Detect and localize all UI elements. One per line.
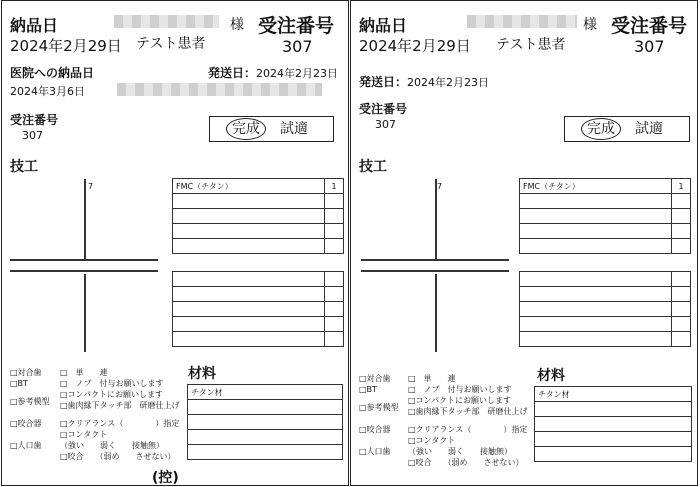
option-compact: □コンパクトにお願いします xyxy=(408,396,511,405)
option-contact-strength: （強い 弱く 接触無） xyxy=(408,447,512,456)
option-single-linked: □ 単 連 xyxy=(408,374,456,383)
order-number: 307 xyxy=(282,37,313,56)
redacted-clinic-name xyxy=(467,15,577,28)
table-row xyxy=(520,239,691,254)
materials-label: 材料 xyxy=(537,368,565,384)
tooth-chart-vertical-lower xyxy=(84,274,86,352)
delivery-slip-copy xyxy=(1,0,349,486)
option-knob: □ ノブ 付与お願いします xyxy=(408,385,512,394)
order-number: 307 xyxy=(634,37,665,56)
option-opposing: □対合歯 xyxy=(10,368,42,377)
option-opposing: □対合歯 xyxy=(359,374,391,383)
option-clearance: □クリアランス（ ）指定 xyxy=(408,425,528,434)
order-number-label: 受注番号 xyxy=(611,15,688,37)
shipping-date: 2024年2月23日 xyxy=(256,67,338,80)
table-row xyxy=(173,317,344,332)
option-subgingival: □歯肉縁下タッチ部 研磨仕上げ xyxy=(60,401,180,410)
option-clearance: □クリアランス（ ）指定 xyxy=(60,419,180,428)
status-trial: 試適 xyxy=(280,121,308,137)
options-col2 xyxy=(60,367,180,462)
table-row xyxy=(520,209,691,224)
option-single-linked: □ 単 連 xyxy=(60,368,108,377)
order-number-label-2: 受注番号 xyxy=(10,113,59,127)
option-articulator: □咬合器 xyxy=(10,419,42,428)
option-compact: □コンパクトにお願いします xyxy=(60,390,163,399)
table-row xyxy=(173,209,344,224)
status-complete-circled: 完成 xyxy=(226,118,266,140)
tooth-chart-vertical-upper xyxy=(84,179,86,259)
material-item: チタン材 xyxy=(535,387,692,402)
table-row xyxy=(520,194,691,209)
work-table-upper xyxy=(519,178,691,254)
order-number-label: 受注番号 xyxy=(258,15,335,37)
tooth-chart-horizontal-upper xyxy=(361,259,509,261)
tooth-number: 7 xyxy=(437,182,443,191)
honorific: 様 xyxy=(230,17,244,33)
work-qty: 1 xyxy=(325,179,344,194)
table-row xyxy=(188,445,343,460)
shipping-date-label: 発送日： xyxy=(208,66,257,80)
table-row xyxy=(188,400,343,415)
work-table-upper xyxy=(172,178,344,254)
clinic-delivery-date: 2024年3月6日 xyxy=(10,85,85,98)
redacted-field xyxy=(117,83,322,96)
status-trial: 試適 xyxy=(635,121,663,137)
option-reference-model: □参考模型 xyxy=(10,397,50,406)
material-item: チタン材 xyxy=(188,385,343,400)
tooth-chart-vertical-lower xyxy=(435,274,437,352)
option-occlusion: □咬合 （弱め させない） xyxy=(408,458,524,467)
work-table-lower xyxy=(172,271,344,347)
table-row xyxy=(535,447,692,462)
technician-label: 技工 xyxy=(10,159,38,175)
table-row xyxy=(520,302,691,317)
table-row xyxy=(173,239,344,254)
materials-label: 材料 xyxy=(188,366,216,382)
order-number-2: 307 xyxy=(375,118,396,131)
tooth-chart-horizontal-upper xyxy=(10,259,158,261)
table-row xyxy=(173,287,344,302)
tooth-number: 7 xyxy=(88,182,94,191)
table-row xyxy=(173,179,344,194)
tooth-chart-horizontal-lower xyxy=(10,270,158,272)
options-col2 xyxy=(408,373,528,468)
option-artificial-tooth: □人口歯 xyxy=(10,441,42,450)
honorific: 様 xyxy=(583,17,597,33)
table-row xyxy=(188,385,343,400)
clinic-delivery-label: 医院への納品日 xyxy=(10,66,95,80)
work-qty: 1 xyxy=(672,179,691,194)
table-row xyxy=(535,432,692,447)
status-complete-circled: 完成 xyxy=(581,118,621,140)
table-row xyxy=(520,224,691,239)
option-bt: □BT xyxy=(359,385,377,394)
materials-table xyxy=(187,384,343,460)
option-reference-model: □参考模型 xyxy=(359,403,399,412)
option-artificial-tooth: □人口歯 xyxy=(359,447,391,456)
order-number-label-2: 受注番号 xyxy=(359,102,408,116)
table-row xyxy=(535,387,692,402)
patient-name: テスト患者 xyxy=(496,37,566,53)
delivery-date-label: 納品日 xyxy=(359,16,408,35)
table-row xyxy=(520,287,691,302)
table-row xyxy=(173,224,344,239)
table-row xyxy=(520,272,691,287)
table-row xyxy=(520,317,691,332)
delivery-date: 2024年2月29日 xyxy=(359,37,471,55)
option-contact: □コンタクト xyxy=(60,430,108,439)
table-row xyxy=(173,302,344,317)
shipping-date: 2024年2月23日 xyxy=(407,76,489,89)
redacted-clinic-name xyxy=(114,15,219,28)
option-articulator: □咬合器 xyxy=(359,425,391,434)
delivery-date: 2024年2月29日 xyxy=(10,37,122,55)
table-row xyxy=(173,332,344,347)
option-contact: □コンタクト xyxy=(408,436,456,445)
shipping-date-label: 発送日： xyxy=(359,75,408,89)
copy-mark: (控) xyxy=(152,470,179,486)
option-bt: □BT xyxy=(10,379,28,388)
materials-table xyxy=(534,386,692,462)
tooth-chart-horizontal-lower xyxy=(361,270,509,272)
options-col1 xyxy=(10,367,50,451)
table-row xyxy=(173,194,344,209)
option-contact-strength: （強い 弱く 接触無） xyxy=(60,441,164,450)
option-knob: □ ノブ 付与お願いします xyxy=(60,379,164,388)
technician-label: 技工 xyxy=(359,159,387,175)
table-row xyxy=(535,402,692,417)
delivery-date-label: 納品日 xyxy=(10,16,59,35)
patient-name: テスト患者 xyxy=(136,36,206,52)
option-subgingival: □歯肉縁下タッチ部 研磨仕上げ xyxy=(408,407,528,416)
table-row xyxy=(520,332,691,347)
option-occlusion: □咬合 （弱め させない） xyxy=(60,452,176,461)
table-row xyxy=(535,417,692,432)
options-col1 xyxy=(359,373,399,457)
table-row xyxy=(188,415,343,430)
table-row xyxy=(520,179,691,194)
table-row xyxy=(173,272,344,287)
table-row xyxy=(188,430,343,445)
work-item: FMC（チタン） xyxy=(520,179,672,194)
work-item: FMC（チタン） xyxy=(173,179,325,194)
delivery-slip xyxy=(350,0,698,486)
order-number-2: 307 xyxy=(22,129,43,142)
work-table-lower xyxy=(519,271,691,347)
